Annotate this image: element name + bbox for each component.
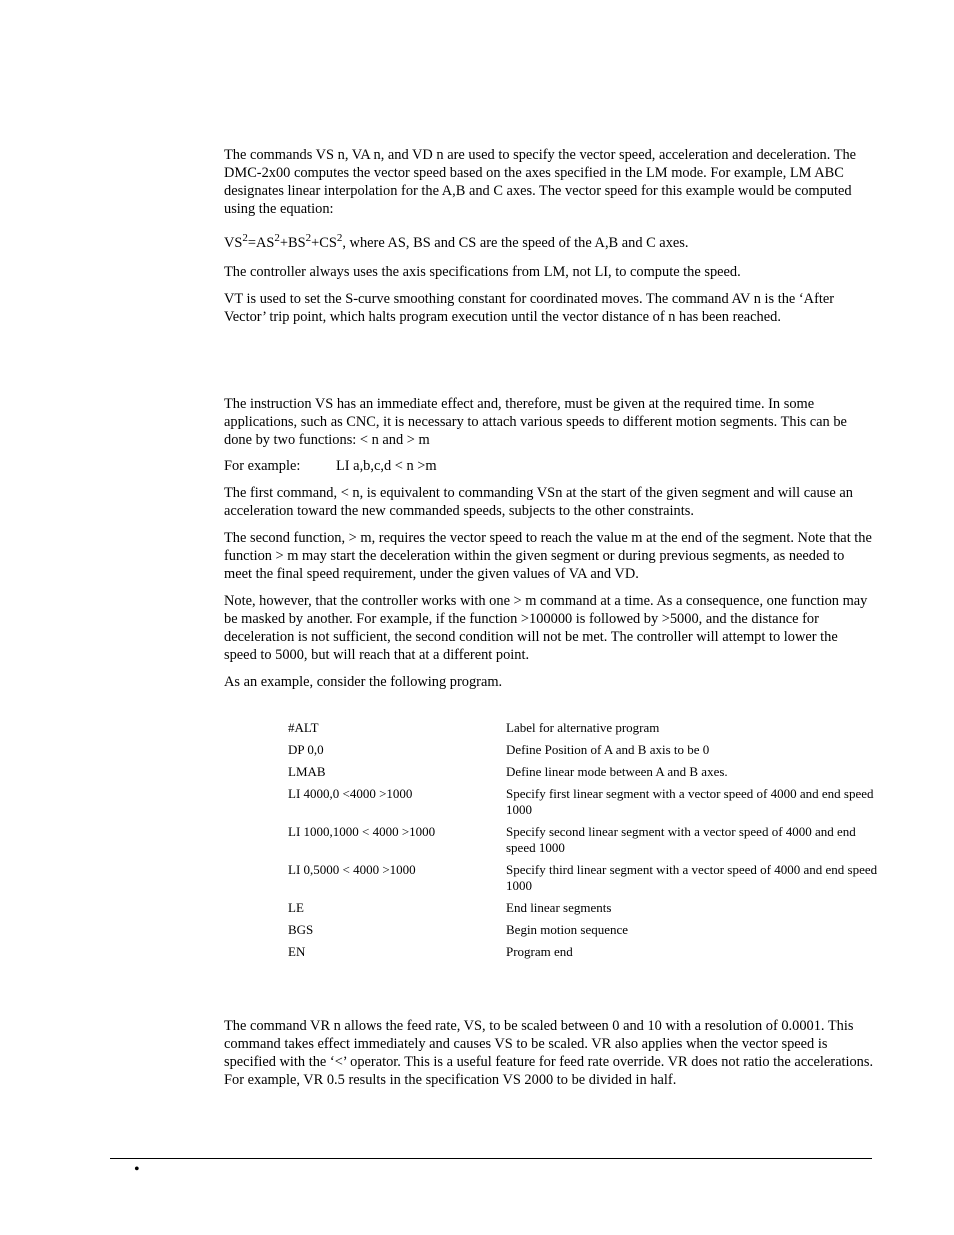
footer-divider [110,1158,872,1159]
eq-cs: +CS [311,235,337,251]
paragraph-axis-specifications: The controller always uses the axis specifications from LM, not LI, to compute the speed. [224,264,741,280]
program-row [288,742,888,758]
paragraph-vector-speed-commands: The commands VS n, VA n, and VD n are used to specify the vector speed, acceleration and deceleration. The DMC-2x00 computes the vector speed based on the axes specified in the LM mode. For example, LM ABC designates linear interpolation for the A,B and C axes. The vector speed for this example would be computed using the equation: [224,147,857,217]
program-description: Define linear mode between A and B axes. [506,764,728,779]
example-code: LI a,b,c,d < n >m [336,458,437,474]
paragraph-vr-feed-rate: The command VR n allows the feed rate, VS, to be scaled between 0 and 10 with a resolution of 0.0001. This command takes effect immediately and causes VS to be scaled. VR also applies when the vector speed is specified with the ‘<’ operator. This is a useful feature for feed rate override. VR does not ratio the accelerations. For example, VR 0.5 results in the specification VS 2000 to be divided in half. [224,1018,874,1088]
program-command: LE [288,900,304,915]
eq-explanation: , where AS, BS and CS are the speed of the A,B and C axes. [342,235,689,251]
paragraph-vt-av: VT is used to set the S-curve smoothing constant for coordinated moves. The command AV n is the ‘After Vector’ trip point, which halts program execution until the vector distance of n has been reached. [224,291,835,325]
program-description: Begin motion sequence [506,922,629,937]
paragraph-example-intro: As an example, consider the following program. [224,674,503,690]
program-row [288,900,888,916]
eq-bs: +BS [279,235,306,251]
program-row [288,764,888,780]
program-command: BGS [288,922,314,937]
program-row [288,922,888,938]
program-row [288,944,888,960]
paragraph-first-command: The first command, < n, is equivalent to commanding VSn at the start of the given segment and will cause an acceleration toward the new commanded speeds, subjects to the other constraints. [224,485,853,519]
eq-as: =AS [247,235,275,251]
paragraph-second-function: The second function, > m, requires the vector speed to reach the value m at the end of the segment. Note that the function > m may start the deceleration within the given segment or during previous segments, as needed to meet the final speed requirement, under the given values of VA and VD. [224,530,872,582]
program-description: Specify first linear segment with a vector speed of 4000 and end speed 1000 [506,786,874,817]
program-description: Program end [506,944,573,959]
program-description: Specify third linear segment with a vector speed of 4000 and end speed 1000 [506,862,878,893]
program-row [288,786,888,818]
paragraph-vs-immediate: The instruction VS has an immediate effect and, therefore, must be given at the required time. In some applications, such as CNC, it is necessary to attach various speeds to different motion segments. This can be done by two functions: < n and > m [224,396,847,448]
eq-sup: 2 [305,232,312,244]
program-table [288,720,888,960]
program-command: LMAB [288,764,326,779]
program-description: End linear segments [506,900,612,915]
eq-vs: VS [224,235,243,251]
vector-speed-equation [224,232,874,254]
program-description: Specify second linear segment with a vector speed of 4000 and end speed 1000 [506,824,856,855]
example-line [224,457,437,475]
program-row [288,824,888,856]
program-command: LI 4000,0 <4000 >1000 [288,786,413,801]
program-command: DP 0,0 [288,742,324,757]
footer-bullet: • [134,1161,140,1178]
program-description: Label for alternative program [506,720,660,735]
eq-sup: 2 [274,232,280,244]
example-label: For example: [224,458,301,474]
program-row [288,862,888,894]
program-description: Define Position of A and B axis to be 0 [506,742,710,757]
program-command: EN [288,944,306,959]
program-command: LI 1000,1000 < 4000 >1000 [288,824,436,839]
eq-sup: 2 [336,232,343,244]
program-command: #ALT [288,720,319,735]
program-command: LI 0,5000 < 4000 >1000 [288,862,416,877]
program-row [288,720,888,736]
eq-sup: 2 [242,232,248,244]
paragraph-masking-note: Note, however, that the controller works with one > m command at a time. As a consequence, one function may be masked by another. For example, if the function >100000 is followed by >5000, and the distance for deceleration is not sufficient, the second condition will not be met. The controller will attempt to lower the speed to 5000, but will reach that at a different point. [224,593,868,663]
